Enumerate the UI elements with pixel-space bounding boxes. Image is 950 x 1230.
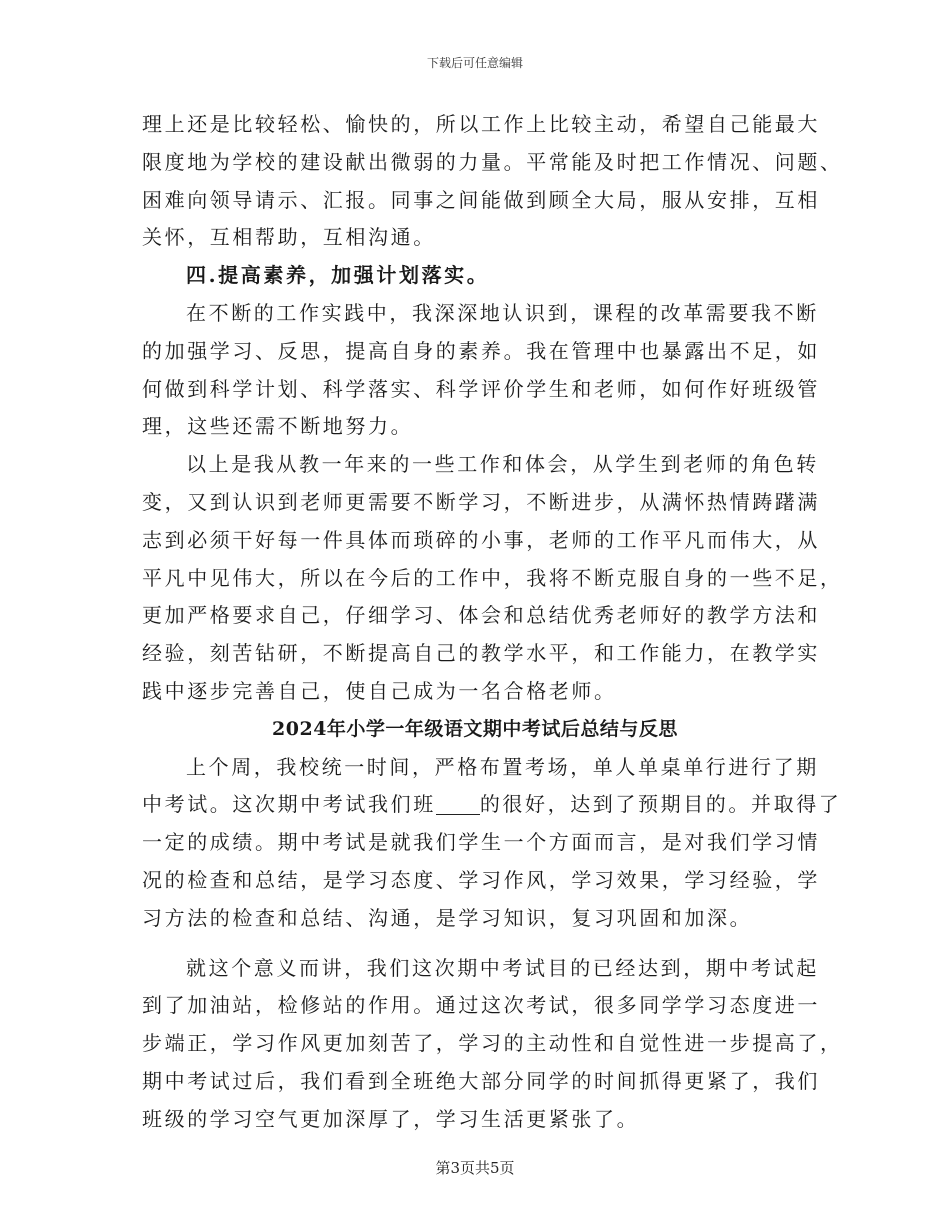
paragraph-line: 在不断的工作实践中，我深深地认识到，课程的改革需要我不断 xyxy=(186,300,819,325)
paragraph-line: 上个周，我校统一时间，严格布置考场，单人单桌单行进行了期 xyxy=(186,754,819,779)
paragraph-line: 就这个意义而讲，我们这次期中考试目的已经达到，期中考试起 xyxy=(186,955,819,980)
paragraph-line: 的加强学习、反思，提高自身的素养。我在管理中也暴露出不足，如 xyxy=(142,338,820,363)
paragraph-line: 以上是我从教一年来的一些工作和体会，从学生到老师的角色转 xyxy=(186,452,819,477)
page-header: 下载后可任意编辑 xyxy=(426,56,523,70)
paragraph-line: 步端正，学习作风更加刻苦了，学习的主动性和自觉性进一步提高了， xyxy=(142,1031,843,1056)
paragraph-line: 践中逐步完善自己，使自己成为一名合格老师。 xyxy=(142,678,617,703)
paragraph-line: 到了加油站，检修站的作用。通过这次考试，很多同学学习态度进一 xyxy=(142,993,820,1018)
paragraph-line: 理上还是比较轻松、愉快的，所以工作上比较主动，希望自己能最大 xyxy=(142,112,820,136)
paragraph-line: 习方法的检查和总结、沟通，是学习知识，复习巩固和加深。 xyxy=(142,905,753,930)
document-body xyxy=(142,106,843,1139)
section-heading: 四.提高素养，加强计划落实。 xyxy=(186,263,490,288)
paragraph-line: 况的检查和总结，是学习态度、学习作风，学习效果，学习经验，学 xyxy=(142,867,820,892)
fill-in-blank xyxy=(436,792,480,815)
paragraph-line: 限度地为学校的建设献出微弱的力量。平常能及时把工作情况、问题、 xyxy=(142,149,843,174)
paragraph-line: 一定的成绩。期中考试是就我们学生一个方面而言，是对我们学习情 xyxy=(142,830,820,855)
blank-line-prefix: 中考试。这次期中考试我们班 xyxy=(142,792,436,817)
blank-line-suffix: 的很好，达到了预期目的。并取得了 xyxy=(479,792,842,817)
paragraph-line: 困难向领导请示、汇报。同事之间能做到顾全大局，服从安排，互相 xyxy=(142,187,820,212)
paragraph-line: 理，这些还需不断地努力。 xyxy=(142,414,414,439)
paragraph-line: 关怀，互相帮助，互相沟通。 xyxy=(142,225,436,250)
paragraph-line: 经验，刻苦钻研，不断提高自己的教学水平，和工作能力，在教学实 xyxy=(142,641,820,666)
paragraph-line: 平凡中见伟大，所以在今后的工作中，我将不断克服自身的一些不足， xyxy=(142,565,843,590)
paragraph-line: 变，又到认识到老师更需要不断学习，不断进步，从满怀热情踌躇满 xyxy=(142,489,820,514)
paragraph-line-with-blank xyxy=(142,786,842,824)
paragraph-line: 何做到科学计划、科学落实、科学评价学生和老师，如何作好班级管 xyxy=(142,376,820,401)
paragraph-line: 班级的学习空气更加深厚了，学习生活更紧张了。 xyxy=(142,1106,640,1131)
article-title: 2024年小学一年级语文期中考试后总结与反思 xyxy=(272,717,678,740)
paragraph-line: 期中考试过后，我们看到全班绝大部分同学的时间抓得更紧了，我们 xyxy=(142,1068,820,1093)
paragraph-line: 志到必须干好每一件具体而琐碎的小事，老师的工作平凡而伟大，从 xyxy=(142,527,820,552)
page-footer: 第3页共5页 xyxy=(435,1159,515,1177)
paragraph-line: 更加严格要求自己，仔细学习、体会和总结优秀老师好的教学方法和 xyxy=(142,603,820,628)
